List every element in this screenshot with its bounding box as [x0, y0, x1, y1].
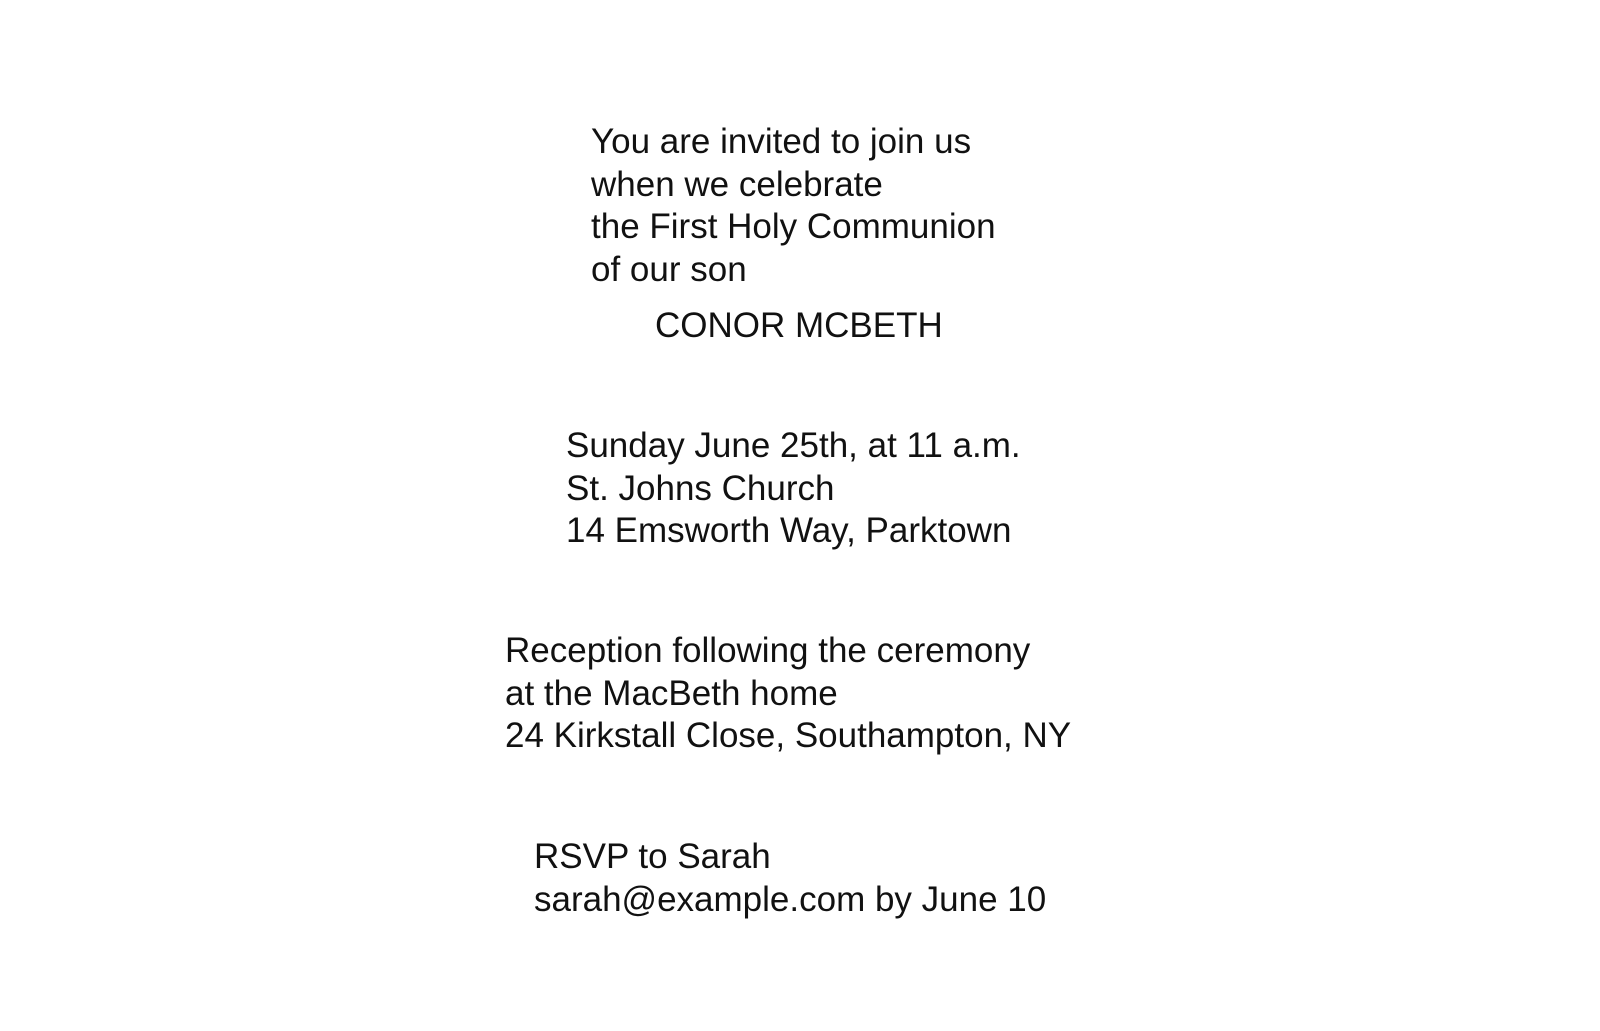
- reception-line-1: Reception following the ceremony: [505, 631, 1031, 670]
- child-name: CONOR MCBETH: [655, 306, 943, 345]
- intro-line-4: of our son: [591, 249, 747, 289]
- event-details: [566, 425, 1021, 553]
- reception-address: 24 Kirkstall Close, Southampton, NY: [505, 716, 1072, 755]
- reception-line-2: at the MacBeth home: [505, 673, 838, 713]
- invitation-intro: [591, 121, 996, 291]
- rsvp-contact: RSVP to Sarah: [534, 837, 771, 876]
- event-venue: St. Johns Church: [566, 468, 835, 508]
- intro-line-2: when we celebrate: [591, 164, 883, 204]
- event-address: 14 Emsworth Way, Parktown: [566, 511, 1012, 550]
- rsvp-email-deadline: sarah@example.com by June 10: [534, 879, 1047, 919]
- intro-line-3: the First Holy Communion: [591, 207, 996, 246]
- intro-line-1: You are invited to join us: [591, 122, 972, 161]
- rsvp-details: [534, 836, 1046, 921]
- reception-details: [505, 630, 1071, 758]
- event-date: Sunday June 25th, at 11 a.m.: [566, 426, 1021, 465]
